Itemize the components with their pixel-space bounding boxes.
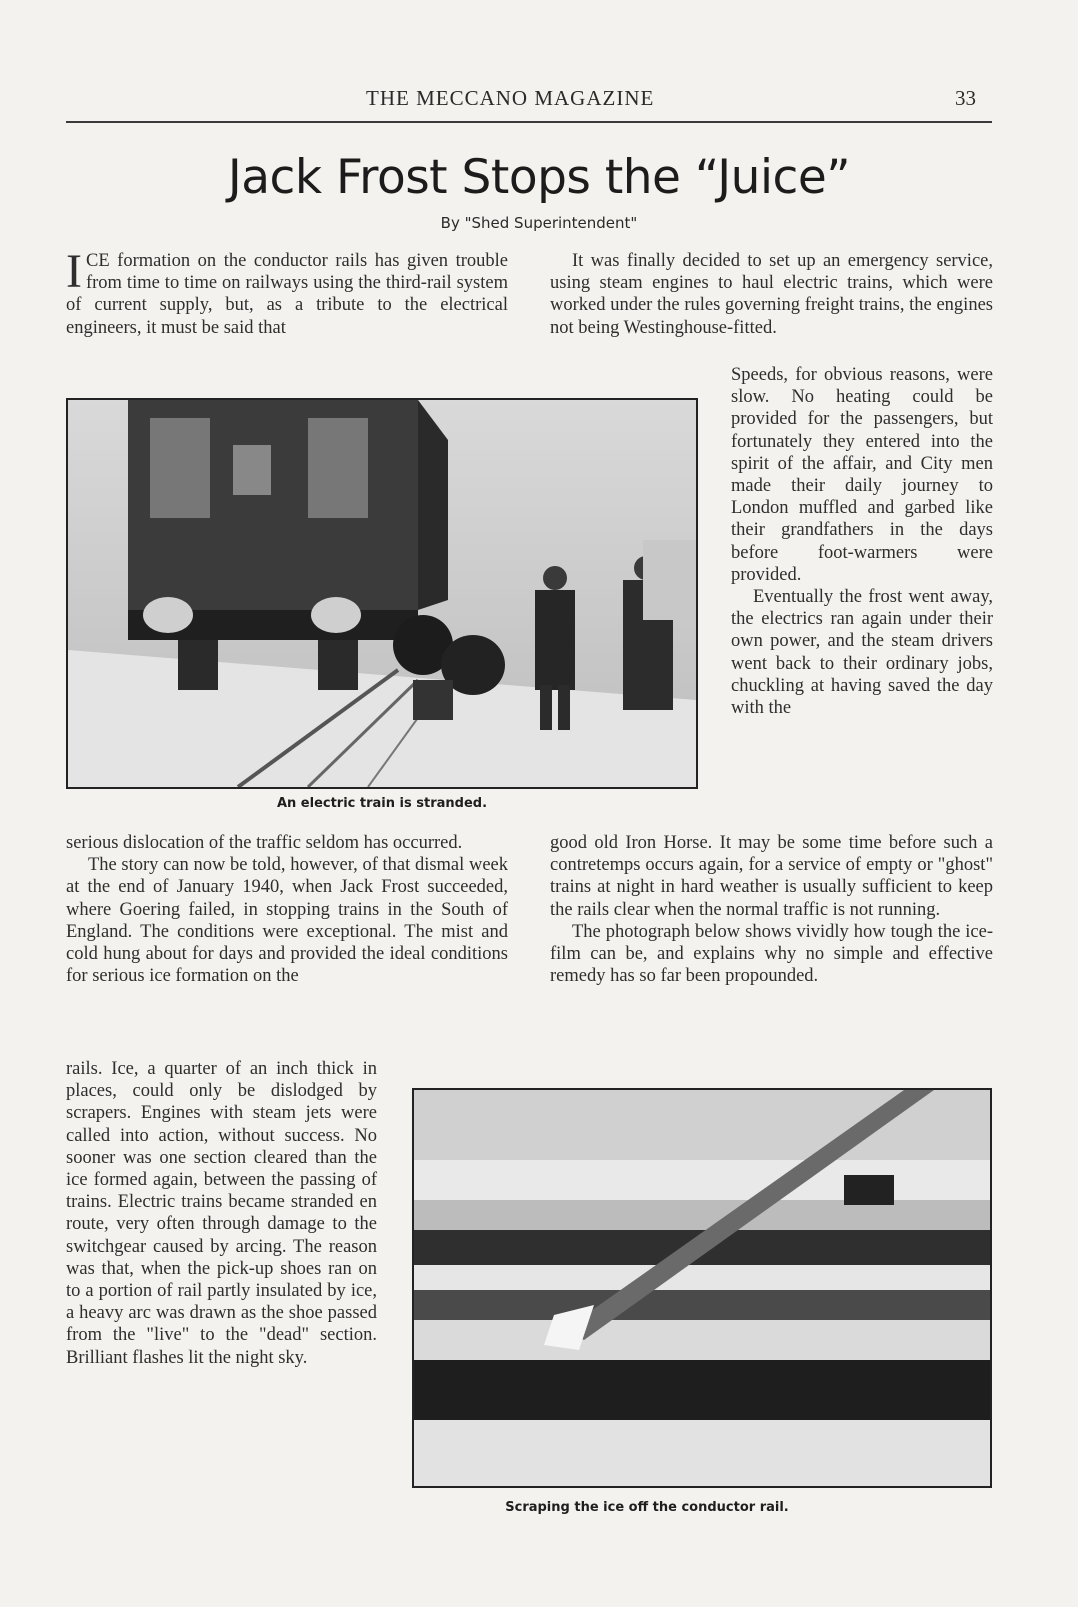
- stranded-train-image: [68, 400, 696, 787]
- col1-bottom-text: [66, 1058, 377, 1369]
- story-paragraph: The story can now be told, however, of that dismal week at the end of January 1940, when Jack Frost succeeded, where Goering failed, in stopping trains in the South of England. The conditions were exceptional. The mist and cold hung about for days and provided the ideal conditions for serious ice formation on the: [66, 855, 508, 987]
- col1-top-text: [66, 245, 508, 339]
- col2-mid-text: [550, 832, 993, 987]
- intro-paragraph: CE formation on the conductor rails has given trouble from time to time on railways using the third-rail system of current supply, but, as a tribute to the electrical engineers, it must be said that: [66, 251, 508, 338]
- scraping-ice-photo: [412, 1088, 992, 1488]
- col2-top-text: [550, 250, 993, 339]
- photograph-paragraph: The photograph below shows vividly how tough the ice-film can be, and explains why no simple and effective remedy has so far been propounded.: [550, 921, 993, 987]
- article-byline: By "Shed Superintendent": [440, 214, 638, 232]
- header-rule: [66, 121, 992, 123]
- stranded-train-caption: An electric train is stranded.: [276, 796, 488, 811]
- eventually-paragraph: Eventually the frost went away, the electrics ran again under their own power, and the steam drivers went back to their ordinary jobs, chuckling at having saved the day with the: [731, 587, 993, 719]
- col2-narrow-text: [731, 364, 993, 719]
- dislocation-paragraph: serious dislocation of the traffic seldom has occurred.: [66, 833, 463, 853]
- magazine-title: THE MECCANO MAGAZINE: [366, 86, 655, 110]
- article-title: Jack Frost Stops the “Juice”: [227, 150, 851, 205]
- col1-mid-text: [66, 832, 508, 987]
- scraping-ice-image: [414, 1090, 990, 1486]
- drop-cap: I: [66, 245, 82, 298]
- scrapers-paragraph: rails. Ice, a quarter of an inch thick in places, could only be dislodged by scrapers. Engines with steam jets were called into action, without success. No sooner was one section cleared than the ice formed again, between the passing of trains. Electric trains became stranded en route, very often through damage to the switchgear caused by arcing. The reason was that, when the pick-up shoes ran on to a portion of rail partly insulated by ice, a heavy arc was drawn as the shoe passed from the "live" to the "dead" section. Brilliant flashes lit the night sky.: [66, 1059, 377, 1368]
- speeds-paragraph: Speeds, for obvious reasons, were slow. No heating could be provided for the passengers, but fortunately they entered into the spirit of the affair, and City men made their daily journey to London muffled and garbed like their grandfathers in the days before foot-warmers were provided.: [731, 365, 993, 585]
- iron-horse-paragraph: good old Iron Horse. It may be some time before such a contretemps occurs again, for a service of empty or "ghost" trains at night in hard weather is usually sufficient to keep the rails clear when the normal traffic is not running.: [550, 833, 993, 920]
- stranded-train-photo: [66, 398, 698, 789]
- emergency-paragraph: It was finally decided to set up an emergency service, using steam engines to haul electric trains, which were worked under the rules governing freight trains, the engines not being Westinghouse-fitted.: [550, 251, 993, 338]
- scraping-ice-caption: Scraping the ice off the conductor rail.: [505, 1500, 789, 1515]
- page-number: 33: [955, 86, 976, 110]
- running-head: [66, 86, 976, 114]
